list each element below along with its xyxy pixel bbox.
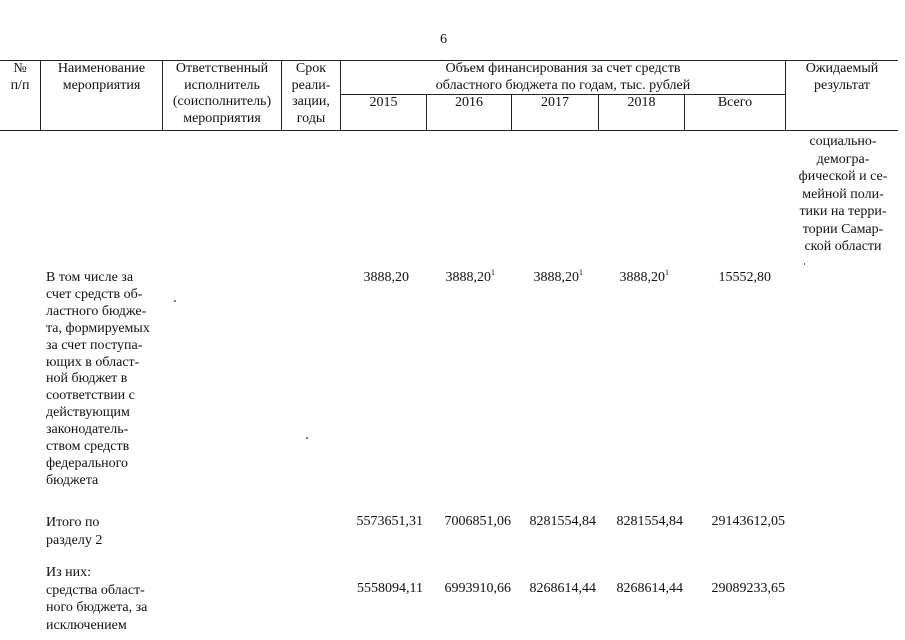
header-line: результат bbox=[813, 77, 871, 93]
label-line: законодатель- bbox=[46, 422, 129, 438]
value-2015: 5573651,31 bbox=[356, 514, 423, 529]
header-year-2015: 2015 bbox=[369, 95, 398, 110]
header-line: зации, bbox=[292, 94, 330, 109]
value-2016: 6993910,66 bbox=[444, 581, 511, 596]
label-line: действующим bbox=[46, 405, 130, 421]
header-line: Объем финансирования за счет средств bbox=[445, 61, 681, 76]
label-line: исключением bbox=[46, 617, 127, 633]
label-line: соответствии с bbox=[46, 388, 135, 404]
value-2017: 8268614,44 bbox=[529, 581, 596, 596]
label-line: ного бюджета, за bbox=[46, 600, 148, 615]
header-year-2018: 2018 bbox=[627, 95, 656, 110]
label-line: ластного бюдже- bbox=[46, 303, 147, 319]
label-line: федерального bbox=[46, 455, 129, 471]
value-text: 3888,20 bbox=[445, 270, 491, 285]
label-line: разделу 2 bbox=[46, 532, 103, 548]
value-total: 29143612,05 bbox=[711, 514, 785, 529]
header-bottom-border bbox=[0, 130, 898, 131]
result-continuation bbox=[788, 133, 898, 256]
page-number: 6 bbox=[440, 32, 447, 47]
result-line: ской области bbox=[804, 239, 882, 254]
header-line: Наименование bbox=[57, 61, 146, 76]
header-line: Срок bbox=[295, 61, 327, 76]
header-total: Всего bbox=[717, 95, 753, 110]
value-2018 bbox=[599, 270, 669, 286]
value-2015: 5558094,11 bbox=[357, 581, 423, 596]
label-line: ной бюджет в bbox=[46, 371, 128, 387]
header-name bbox=[41, 61, 162, 94]
header-line: областного бюджета по годам, тыс. рублей bbox=[435, 77, 691, 93]
header-line: реали- bbox=[291, 77, 331, 93]
header-line: № bbox=[13, 61, 27, 76]
row-label-section-total bbox=[46, 514, 163, 549]
result-line: демогра- bbox=[816, 151, 870, 167]
header-term bbox=[282, 61, 340, 127]
value-2015: 3888,20 bbox=[363, 270, 409, 285]
header-line: Ожидаемый bbox=[805, 61, 879, 76]
scan-speck bbox=[804, 263, 805, 265]
header-result bbox=[786, 61, 898, 94]
row-label-federal-funds bbox=[46, 270, 163, 490]
header-year-2017: 2017 bbox=[541, 95, 569, 110]
header-line: (соисполнитель) bbox=[172, 94, 272, 109]
result-line: социально- bbox=[809, 134, 877, 149]
value-2016: 7006851,06 bbox=[444, 514, 511, 529]
label-line: та, формируемых bbox=[46, 320, 150, 336]
result-line: фической и се- bbox=[798, 169, 888, 184]
scan-speck bbox=[174, 300, 176, 302]
value-2018: 8281554,84 bbox=[616, 514, 683, 529]
label-line: В том числе за bbox=[46, 270, 134, 285]
footnote-marker: 1 bbox=[491, 268, 495, 277]
row-label-regional-budget bbox=[46, 564, 163, 634]
value-2016 bbox=[427, 270, 495, 286]
result-line: тории Самар- bbox=[802, 221, 884, 237]
header-line: мероприятия bbox=[62, 77, 141, 93]
label-line: за счет поступа- bbox=[46, 337, 143, 353]
label-line: бюджета bbox=[46, 472, 99, 488]
header-line: годы bbox=[296, 110, 326, 126]
result-line: мейной поли- bbox=[802, 186, 884, 202]
scan-speck bbox=[306, 437, 308, 439]
value-text: 3888,20 bbox=[619, 270, 665, 285]
header-year-2016: 2016 bbox=[455, 95, 483, 110]
footnote-marker: 1 bbox=[579, 268, 583, 277]
value-2017: 8281554,84 bbox=[529, 514, 596, 529]
label-line: счет средств об- bbox=[46, 286, 143, 302]
header-line: исполнитель bbox=[184, 77, 260, 93]
label-line: ством средств bbox=[46, 439, 130, 455]
header-executor bbox=[163, 61, 281, 127]
footnote-marker: 1 bbox=[665, 268, 669, 277]
label-line: Из них: bbox=[46, 565, 92, 580]
label-line: Итого по bbox=[46, 515, 100, 530]
header-line: Ответственный bbox=[175, 61, 269, 76]
header-line: мероприятия bbox=[183, 110, 261, 126]
value-total: 29089233,65 bbox=[711, 581, 785, 596]
header-funding bbox=[341, 61, 785, 94]
label-line: ющих в област- bbox=[46, 354, 140, 370]
header-line: п/п bbox=[10, 77, 30, 93]
result-line: тики на терри- bbox=[799, 204, 887, 219]
header-number bbox=[0, 61, 40, 94]
value-text: 3888,20 bbox=[533, 270, 579, 285]
value-total: 15552,80 bbox=[718, 270, 771, 285]
label-line: средства област- bbox=[46, 582, 145, 598]
value-2018: 8268614,44 bbox=[616, 581, 683, 596]
value-2017 bbox=[512, 270, 583, 286]
